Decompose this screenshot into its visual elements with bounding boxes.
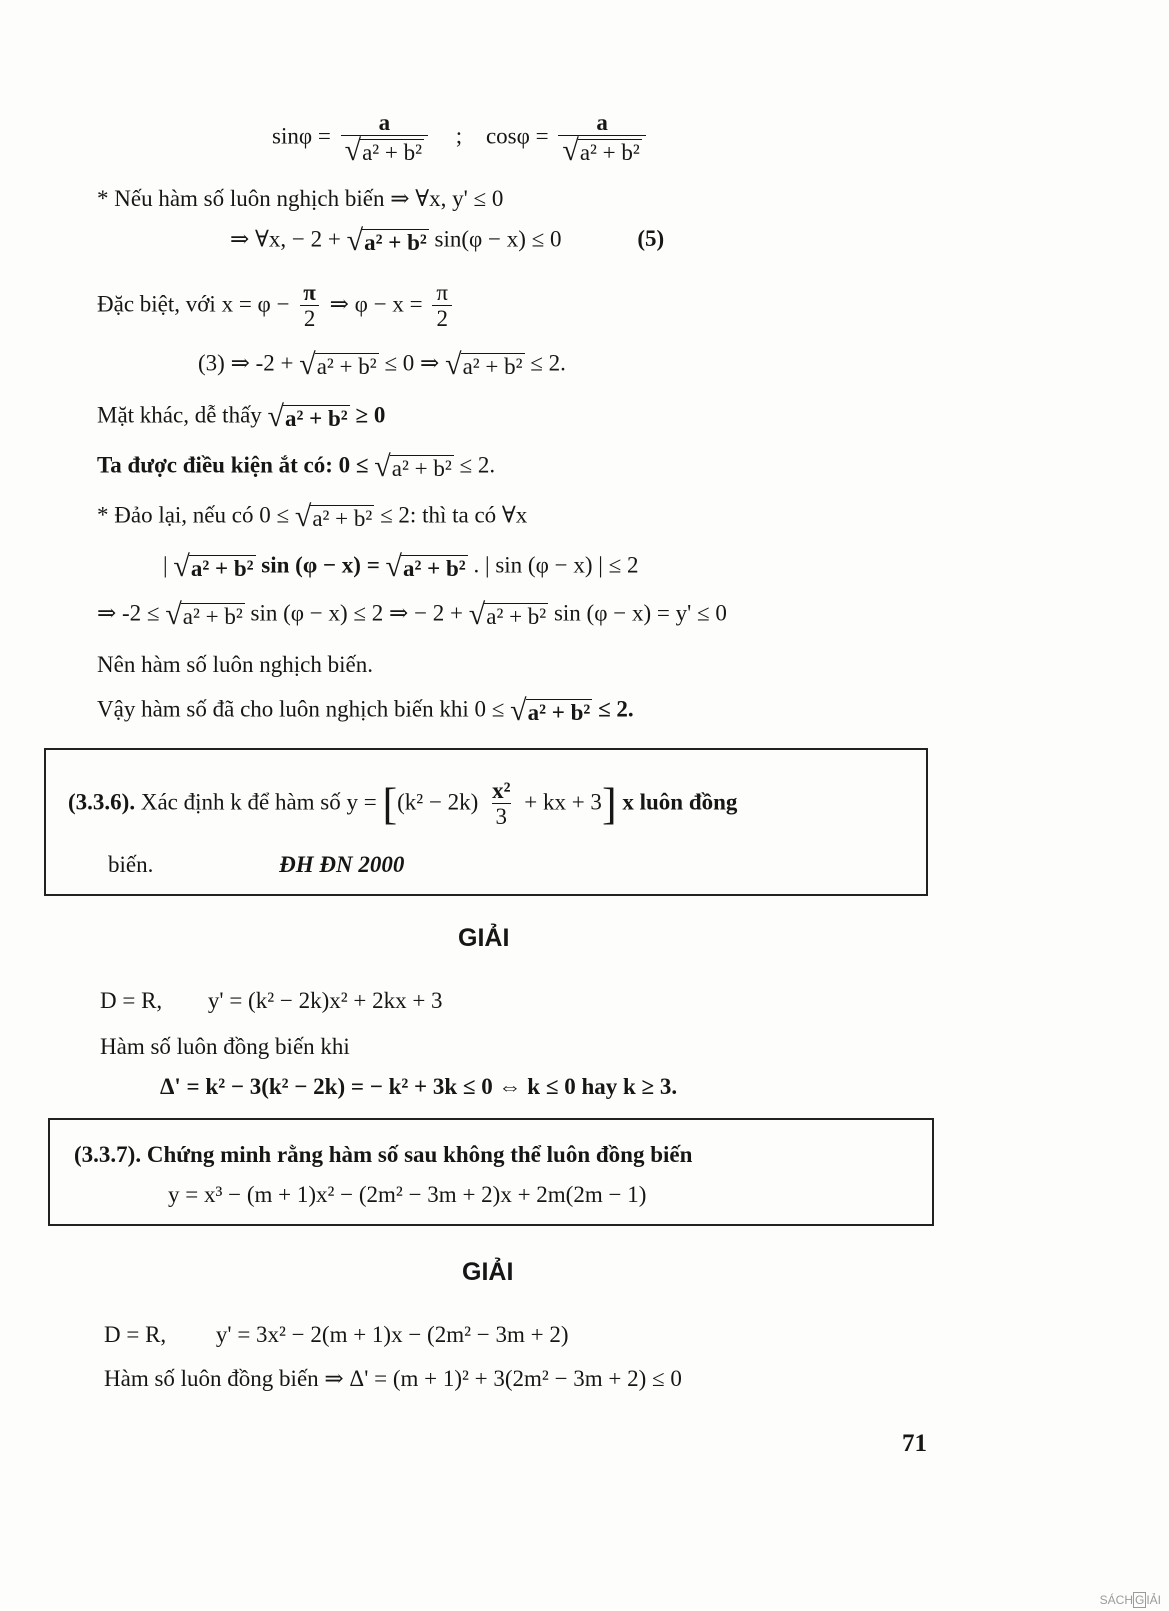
fraction-sin: a √ a² + b² bbox=[341, 110, 428, 166]
text-line: Nên hàm số luôn nghịch biến. bbox=[97, 652, 373, 677]
problem-id: (3.3.7). bbox=[74, 1142, 142, 1167]
text-line: * Đảo lại, nếu có 0 ≤ √ a² + b² ≤ 2: thì ta có ∀x bbox=[97, 500, 528, 533]
text-line: Mặt khác, dễ thấy √ a² + b² ≥ 0 bbox=[97, 400, 386, 433]
equation-number: (5) bbox=[637, 226, 665, 252]
formula-line: (3) ⇒ -2 + √ a² + b² ≤ 0 ⇒ √ a² + b² ≤ 2. bbox=[198, 348, 566, 381]
problem-formula: y = x³ − (m + 1)x² − (2m² − 3m + 2)x + 2m(2m − 1) bbox=[168, 1182, 647, 1207]
formula-line: D = R, y' = 3x² − 2(m + 1)x − (2m² − 3m + 2) bbox=[104, 1322, 569, 1347]
problem-id: (3.3.6). bbox=[68, 789, 136, 815]
sqrt-term: a² + b² bbox=[364, 229, 427, 255]
text-line: * Nếu hàm số luôn nghịch biến ⇒ ∀x, y' ≤ 0 bbox=[97, 186, 504, 211]
watermark-logo: SÁCH G IẢI bbox=[1099, 1593, 1161, 1607]
text-line: Đặc biệt, với x = φ − $\frac{\pi}{2}$ ⇒ φ − x = $\frac{\pi}{2}$ bbox=[97, 280, 456, 333]
formula-line: | √ a² + b² sin (φ − x) = √ a² + b² . | sin (φ − x) | ≤ 2 bbox=[163, 550, 639, 583]
formula-line: ⇒ ∀x, − 2 + √ a² + b² sin(φ − x) ≤ 0 (5) bbox=[230, 224, 665, 257]
problem-statement: (3.3.7). Chứng minh rằng hàm số sau không thể luôn đồng biến bbox=[74, 1142, 693, 1167]
fraction-cos: a √ a² + b² bbox=[558, 110, 645, 166]
page-number: 71 bbox=[902, 1430, 927, 1457]
text-line: Vậy hàm số đã cho luôn nghịch biến khi 0 ≤ √ a² + b² ≤ 2. bbox=[97, 694, 634, 727]
text-line: Hàm số luôn đồng biến ⇒ Δ' = (m + 1)² + 3(2m² − 3m + 2) ≤ 0 bbox=[104, 1366, 682, 1391]
formula-line: ⇒ -2 ≤ √ a² + b² sin (φ − x) ≤ 2 ⇒ − 2 + √ a² + b² sin (φ − x) = y' ≤ 0 bbox=[97, 598, 727, 631]
exam-source: ĐH ĐN 2000 bbox=[279, 852, 405, 877]
formula-sin-cos: sinφ = a √ a² + b² ; cosφ = a √ a² + b² bbox=[272, 110, 650, 166]
problem-box-3-3-6: (3.3.6). Xác định k để hàm số y = [(k² − 2k) $\frac{\text{x²}}{3}$ + kx + 3] x luôn đồng biến. ĐH ĐN 2000 bbox=[44, 748, 928, 896]
text-line: Ta được điều kiện ắt có: 0 ≤ √ a² + b² ≤ 2. bbox=[97, 450, 496, 483]
text-line: Hàm số luôn đồng biến khi bbox=[100, 1034, 350, 1059]
solution-heading: GIẢI bbox=[458, 924, 510, 952]
formula-line: Δ' = k² − 3(k² − 2k) = − k² + 3k ≤ 0 ⇔ k ≤ 0 hay k ≥ 3. bbox=[160, 1074, 678, 1099]
solution-heading: GIẢI bbox=[462, 1258, 514, 1286]
formula-line: D = R, y' = (k² − 2k)x² + 2kx + 3 bbox=[100, 988, 443, 1013]
problem-statement: (3.3.6). Xác định k để hàm số y = [(k² − 2k) $\frac{\text{x²}}{3}$ + kx + 3] x luôn đồng bbox=[68, 778, 738, 830]
problem-box-3-3-7 bbox=[48, 1118, 934, 1226]
